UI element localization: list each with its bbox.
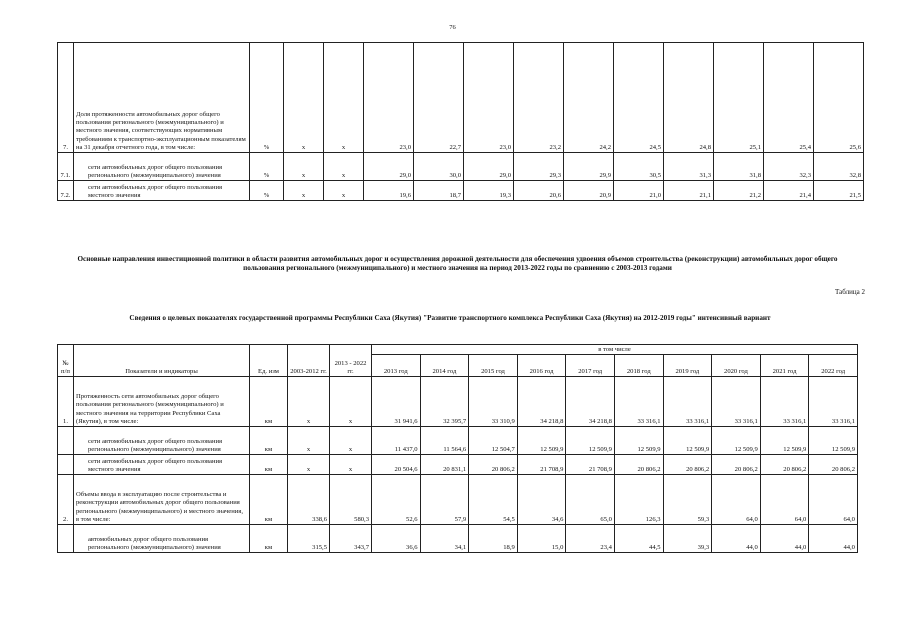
value-cell: 12 509,9 — [663, 427, 712, 455]
value-cell: 29,9 — [564, 153, 614, 181]
header-year: 2021 год — [760, 355, 809, 377]
value-cell: 59,3 — [663, 475, 712, 525]
value-cell: 12 509,9 — [517, 427, 566, 455]
value-cell: 12 509,9 — [712, 427, 761, 455]
value-cell: 20 806,2 — [712, 455, 761, 475]
row-number — [58, 455, 74, 475]
value-cell: 44,0 — [809, 525, 858, 553]
value-cell: 20 806,2 — [760, 455, 809, 475]
value-cell: 33 310,9 — [469, 377, 518, 427]
period-cell: 580,3 — [330, 475, 372, 525]
value-cell: 18,7 — [414, 181, 464, 201]
table-label: Таблица 2 — [835, 288, 865, 296]
header-year: 2019 год — [663, 355, 712, 377]
value-cell: 12 504,7 — [469, 427, 518, 455]
row-number: 2. — [58, 475, 74, 525]
row-number: 7.1. — [58, 153, 74, 181]
header-num: № п/п — [58, 345, 74, 377]
period-cell: х — [324, 43, 364, 153]
value-cell: 31,3 — [664, 153, 714, 181]
value-cell: 20 831,1 — [420, 455, 469, 475]
unit-cell: % — [250, 153, 284, 181]
value-cell: 21,5 — [814, 181, 864, 201]
value-cell: 23,0 — [364, 43, 414, 153]
value-cell: 64,0 — [760, 475, 809, 525]
value-cell: 33 316,1 — [614, 377, 663, 427]
value-cell: 33 316,1 — [809, 377, 858, 427]
period-cell: 315,5 — [288, 525, 330, 553]
value-cell: 25,6 — [814, 43, 864, 153]
period-cell: х — [288, 377, 330, 427]
indicator-name: автомобильных дорог общего пользования регионального (межмуниципального) значения — [74, 525, 250, 553]
table-row — [58, 377, 858, 427]
unit-cell: км — [250, 525, 288, 553]
value-cell: 126,3 — [614, 475, 663, 525]
header-period-2013-2022: 2013 - 2022 гг. — [330, 345, 372, 377]
value-cell: 23,2 — [514, 43, 564, 153]
row-number: 7.2. — [58, 181, 74, 201]
period-cell: х — [324, 153, 364, 181]
value-cell: 21 708,9 — [566, 455, 615, 475]
value-cell: 24,2 — [564, 43, 614, 153]
value-cell: 31 941,6 — [372, 377, 421, 427]
header-year: 2020 год — [712, 355, 761, 377]
value-cell: 33 316,1 — [760, 377, 809, 427]
value-cell: 57,9 — [420, 475, 469, 525]
header-year: 2017 год — [566, 355, 615, 377]
table-caption: Сведения о целевых показателях государственной программы Республики Саха (Якутия) "Развитие транспортного комплекса Республики Саха (Якутия) на 2012-2019 годы" интенсивный вариант — [129, 314, 771, 322]
value-cell: 31,8 — [714, 153, 764, 181]
table-row — [58, 43, 864, 153]
period-cell: х — [288, 427, 330, 455]
header-name: Показатели и индикаторы — [74, 345, 250, 377]
value-cell: 20,9 — [564, 181, 614, 201]
value-cell: 64,0 — [809, 475, 858, 525]
value-cell: 21,4 — [764, 181, 814, 201]
value-cell: 39,3 — [663, 525, 712, 553]
value-cell: 36,6 — [372, 525, 421, 553]
table-row — [58, 153, 864, 181]
header-year: 2013 год — [372, 355, 421, 377]
row-number — [58, 525, 74, 553]
value-cell: 24,8 — [664, 43, 714, 153]
header-year: 2022 год — [809, 355, 858, 377]
unit-cell: % — [250, 181, 284, 201]
value-cell: 32,8 — [814, 153, 864, 181]
indicator-name: сети автомобильных дорог общего пользования местного значения — [74, 181, 250, 201]
value-cell: 20 504,6 — [372, 455, 421, 475]
value-cell: 20 806,2 — [809, 455, 858, 475]
value-cell: 20 806,2 — [614, 455, 663, 475]
table-row — [58, 427, 858, 455]
value-cell: 29,0 — [464, 153, 514, 181]
value-cell: 12 509,9 — [614, 427, 663, 455]
value-cell: 32,3 — [764, 153, 814, 181]
value-cell: 23,0 — [464, 43, 514, 153]
header-year: 2014 год — [420, 355, 469, 377]
value-cell: 65,0 — [566, 475, 615, 525]
value-cell: 12 509,9 — [809, 427, 858, 455]
section-heading: Основные направления инвестиционной политики в области развития автомобильных дорог и осуществления дорожной деятельности для обеспечения удвоения объемов строительства (реконструкции) автомобильных дорог общего пользования регионального (межмуниципального) и местного значения на период 2013-2022 годы по сравнению с 2003-2013 годами — [77, 255, 838, 273]
value-cell: 15,0 — [517, 525, 566, 553]
header-period-2003-2012: 2003-2012 гг. — [288, 345, 330, 377]
indicator-name: Доля протяженности автомобильных дорог общего пользования регионального (межмуниципального) и местного значения, соответствующих нормативным требованиям к транспортно-эксплуатационным показателям на 31 декабря отчетного года, в том числе: — [74, 43, 250, 153]
period-cell: х — [284, 153, 324, 181]
header-group: в том числе — [372, 345, 858, 355]
value-cell: 21,0 — [614, 181, 664, 201]
header-year: 2016 год — [517, 355, 566, 377]
value-cell: 34 218,8 — [566, 377, 615, 427]
header-year: 2018 год — [614, 355, 663, 377]
value-cell: 44,0 — [712, 525, 761, 553]
value-cell: 20 806,2 — [663, 455, 712, 475]
period-cell: х — [330, 427, 372, 455]
header-unit: Ед. изм — [250, 345, 288, 377]
indicator-name: сети автомобильных дорог общего пользования регионального (межмуниципального) значения — [74, 153, 250, 181]
indicator-name: сети автомобильных дорог общего пользования местного значения — [74, 455, 250, 475]
table-row — [58, 181, 864, 201]
value-cell: 20 806,2 — [469, 455, 518, 475]
value-cell: 21,2 — [714, 181, 764, 201]
unit-cell: км — [250, 475, 288, 525]
value-cell: 12 509,9 — [760, 427, 809, 455]
value-cell: 22,7 — [414, 43, 464, 153]
indicator-name: Протяженность сети автомобильных дорог общего пользования регионального (межмуниципального) и местного значения на территории Республики Саха (Якутия), в том числе: — [74, 377, 250, 427]
period-cell: х — [284, 181, 324, 201]
value-cell: 12 509,9 — [566, 427, 615, 455]
value-cell: 29,0 — [364, 153, 414, 181]
value-cell: 44,5 — [614, 525, 663, 553]
indicator-name: Объемы ввода в эксплуатацию после строительства и реконструкции автомобильных дорог общего пользования регионального (межмуниципального) и местного значения, в том числе: — [74, 475, 250, 525]
value-cell: 25,4 — [764, 43, 814, 153]
value-cell: 25,1 — [714, 43, 764, 153]
value-cell: 33 316,1 — [663, 377, 712, 427]
period-cell: х — [330, 377, 372, 427]
value-cell: 23,4 — [566, 525, 615, 553]
value-cell: 33 316,1 — [712, 377, 761, 427]
value-cell: 34,6 — [517, 475, 566, 525]
value-cell: 54,5 — [469, 475, 518, 525]
row-number: 1. — [58, 377, 74, 427]
value-cell: 21 708,9 — [517, 455, 566, 475]
header-year: 2015 год — [469, 355, 518, 377]
value-cell: 64,0 — [712, 475, 761, 525]
table-row — [58, 525, 858, 553]
top-table — [57, 42, 864, 201]
value-cell: 29,3 — [514, 153, 564, 181]
page-number: 76 — [449, 24, 456, 31]
period-cell: х — [330, 455, 372, 475]
indicator-name: сети автомобильных дорог общего пользования регионального (межмуниципального) значения — [74, 427, 250, 455]
value-cell: 21,1 — [664, 181, 714, 201]
value-cell: 18,9 — [469, 525, 518, 553]
value-cell: 30,5 — [614, 153, 664, 181]
unit-cell: % — [250, 43, 284, 153]
value-cell: 19,6 — [364, 181, 414, 201]
value-cell: 11 564,6 — [420, 427, 469, 455]
value-cell: 52,6 — [372, 475, 421, 525]
value-cell: 20,6 — [514, 181, 564, 201]
value-cell: 30,0 — [414, 153, 464, 181]
period-cell: 338,6 — [288, 475, 330, 525]
unit-cell: км — [250, 455, 288, 475]
value-cell: 44,0 — [760, 525, 809, 553]
table-row — [58, 455, 858, 475]
row-number: 7. — [58, 43, 74, 153]
value-cell: 11 437,0 — [372, 427, 421, 455]
table-row — [58, 475, 858, 525]
unit-cell: км — [250, 427, 288, 455]
period-cell: х — [284, 43, 324, 153]
period-cell: 343,7 — [330, 525, 372, 553]
value-cell: 24,5 — [614, 43, 664, 153]
period-cell: х — [324, 181, 364, 201]
value-cell: 32 395,7 — [420, 377, 469, 427]
header-row — [58, 345, 858, 355]
period-cell: х — [288, 455, 330, 475]
value-cell: 34 218,8 — [517, 377, 566, 427]
main-table — [57, 344, 858, 553]
value-cell: 34,1 — [420, 525, 469, 553]
value-cell: 19,3 — [464, 181, 514, 201]
unit-cell: км — [250, 377, 288, 427]
row-number — [58, 427, 74, 455]
